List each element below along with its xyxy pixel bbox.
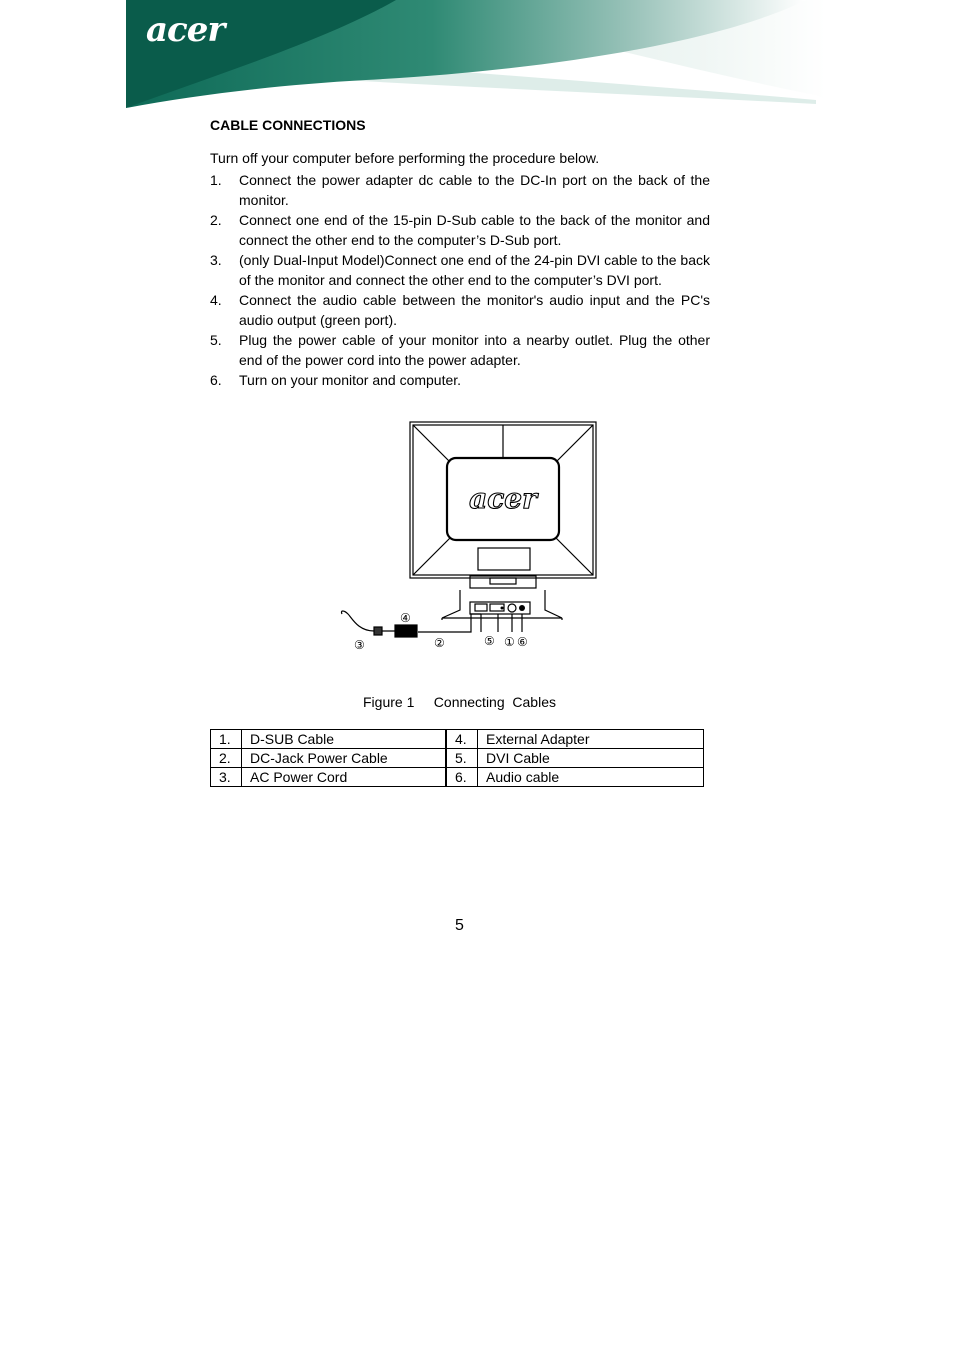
legend-label: D-SUB Cable (242, 730, 447, 749)
legend-number: 1. (211, 730, 242, 749)
step-text: (only Dual-Input Model)Connect one end of the 24-pin DVI cable to the back of the monitor and connect the other end to the computer’s DVI port. (239, 252, 710, 288)
step-item (210, 290, 710, 330)
step-number: 3. (210, 252, 222, 268)
step-text: Turn on your monitor and computer. (239, 372, 462, 388)
marker-1: ① (504, 635, 515, 649)
legend-table (210, 729, 704, 787)
step-item (210, 250, 710, 290)
step-text: Connect one end of the 15-pin D-Sub cable to the back of the monitor and connect the other end to the computer’s D-Sub port. (239, 212, 710, 248)
legend-number: 5. (446, 749, 478, 768)
step-number: 4. (210, 292, 222, 308)
intro-text: Turn off your computer before performing the procedure below. (210, 150, 600, 166)
step-text: Plug the power cable of your monitor into a nearby outlet. Plug the other end of the power cord into the power adapter. (239, 332, 710, 368)
monitor-rear-figure (330, 418, 610, 658)
header-banner (126, 0, 826, 110)
legend-label: Audio cable (478, 768, 704, 787)
step-item (210, 370, 710, 390)
legend-label: DC-Jack Power Cable (242, 749, 447, 768)
step-text: Connect the power adapter dc cable to the DC-In port on the back of the monitor. (239, 172, 710, 208)
marker-6: ⑥ (517, 635, 528, 649)
legend-label: AC Power Cord (242, 768, 447, 787)
step-number: 1. (210, 172, 222, 188)
step-item (210, 330, 710, 370)
legend-number: 6. (446, 768, 478, 787)
step-item (210, 170, 710, 210)
marker-5: ⑤ (484, 634, 495, 648)
step-item (210, 210, 710, 250)
acer-logo: acer (146, 10, 225, 50)
marker-2: ② (434, 636, 445, 650)
table-row (211, 749, 704, 768)
power-adapter (395, 625, 417, 637)
table-row (211, 768, 704, 787)
marker-4: ④ (400, 611, 411, 625)
figure-caption: Figure 1 Connecting Cables (363, 694, 556, 710)
legend-number: 4. (446, 730, 478, 749)
figure-logo: acer (469, 482, 537, 515)
step-number: 6. (210, 372, 222, 388)
legend-label: External Adapter (478, 730, 704, 749)
step-text: Connect the audio cable between the monitor's audio input and the PC's audio output (green port). (239, 292, 710, 328)
legend-number: 2. (211, 749, 242, 768)
step-number: 5. (210, 332, 222, 348)
page-number: 5 (455, 917, 464, 934)
table-row (211, 730, 704, 749)
legend-label: DVI Cable (478, 749, 704, 768)
steps-list (210, 170, 710, 390)
marker-3: ③ (354, 638, 365, 652)
legend-number: 3. (211, 768, 242, 787)
step-number: 2. (210, 212, 222, 228)
section-title: CABLE CONNECTIONS (210, 117, 366, 133)
